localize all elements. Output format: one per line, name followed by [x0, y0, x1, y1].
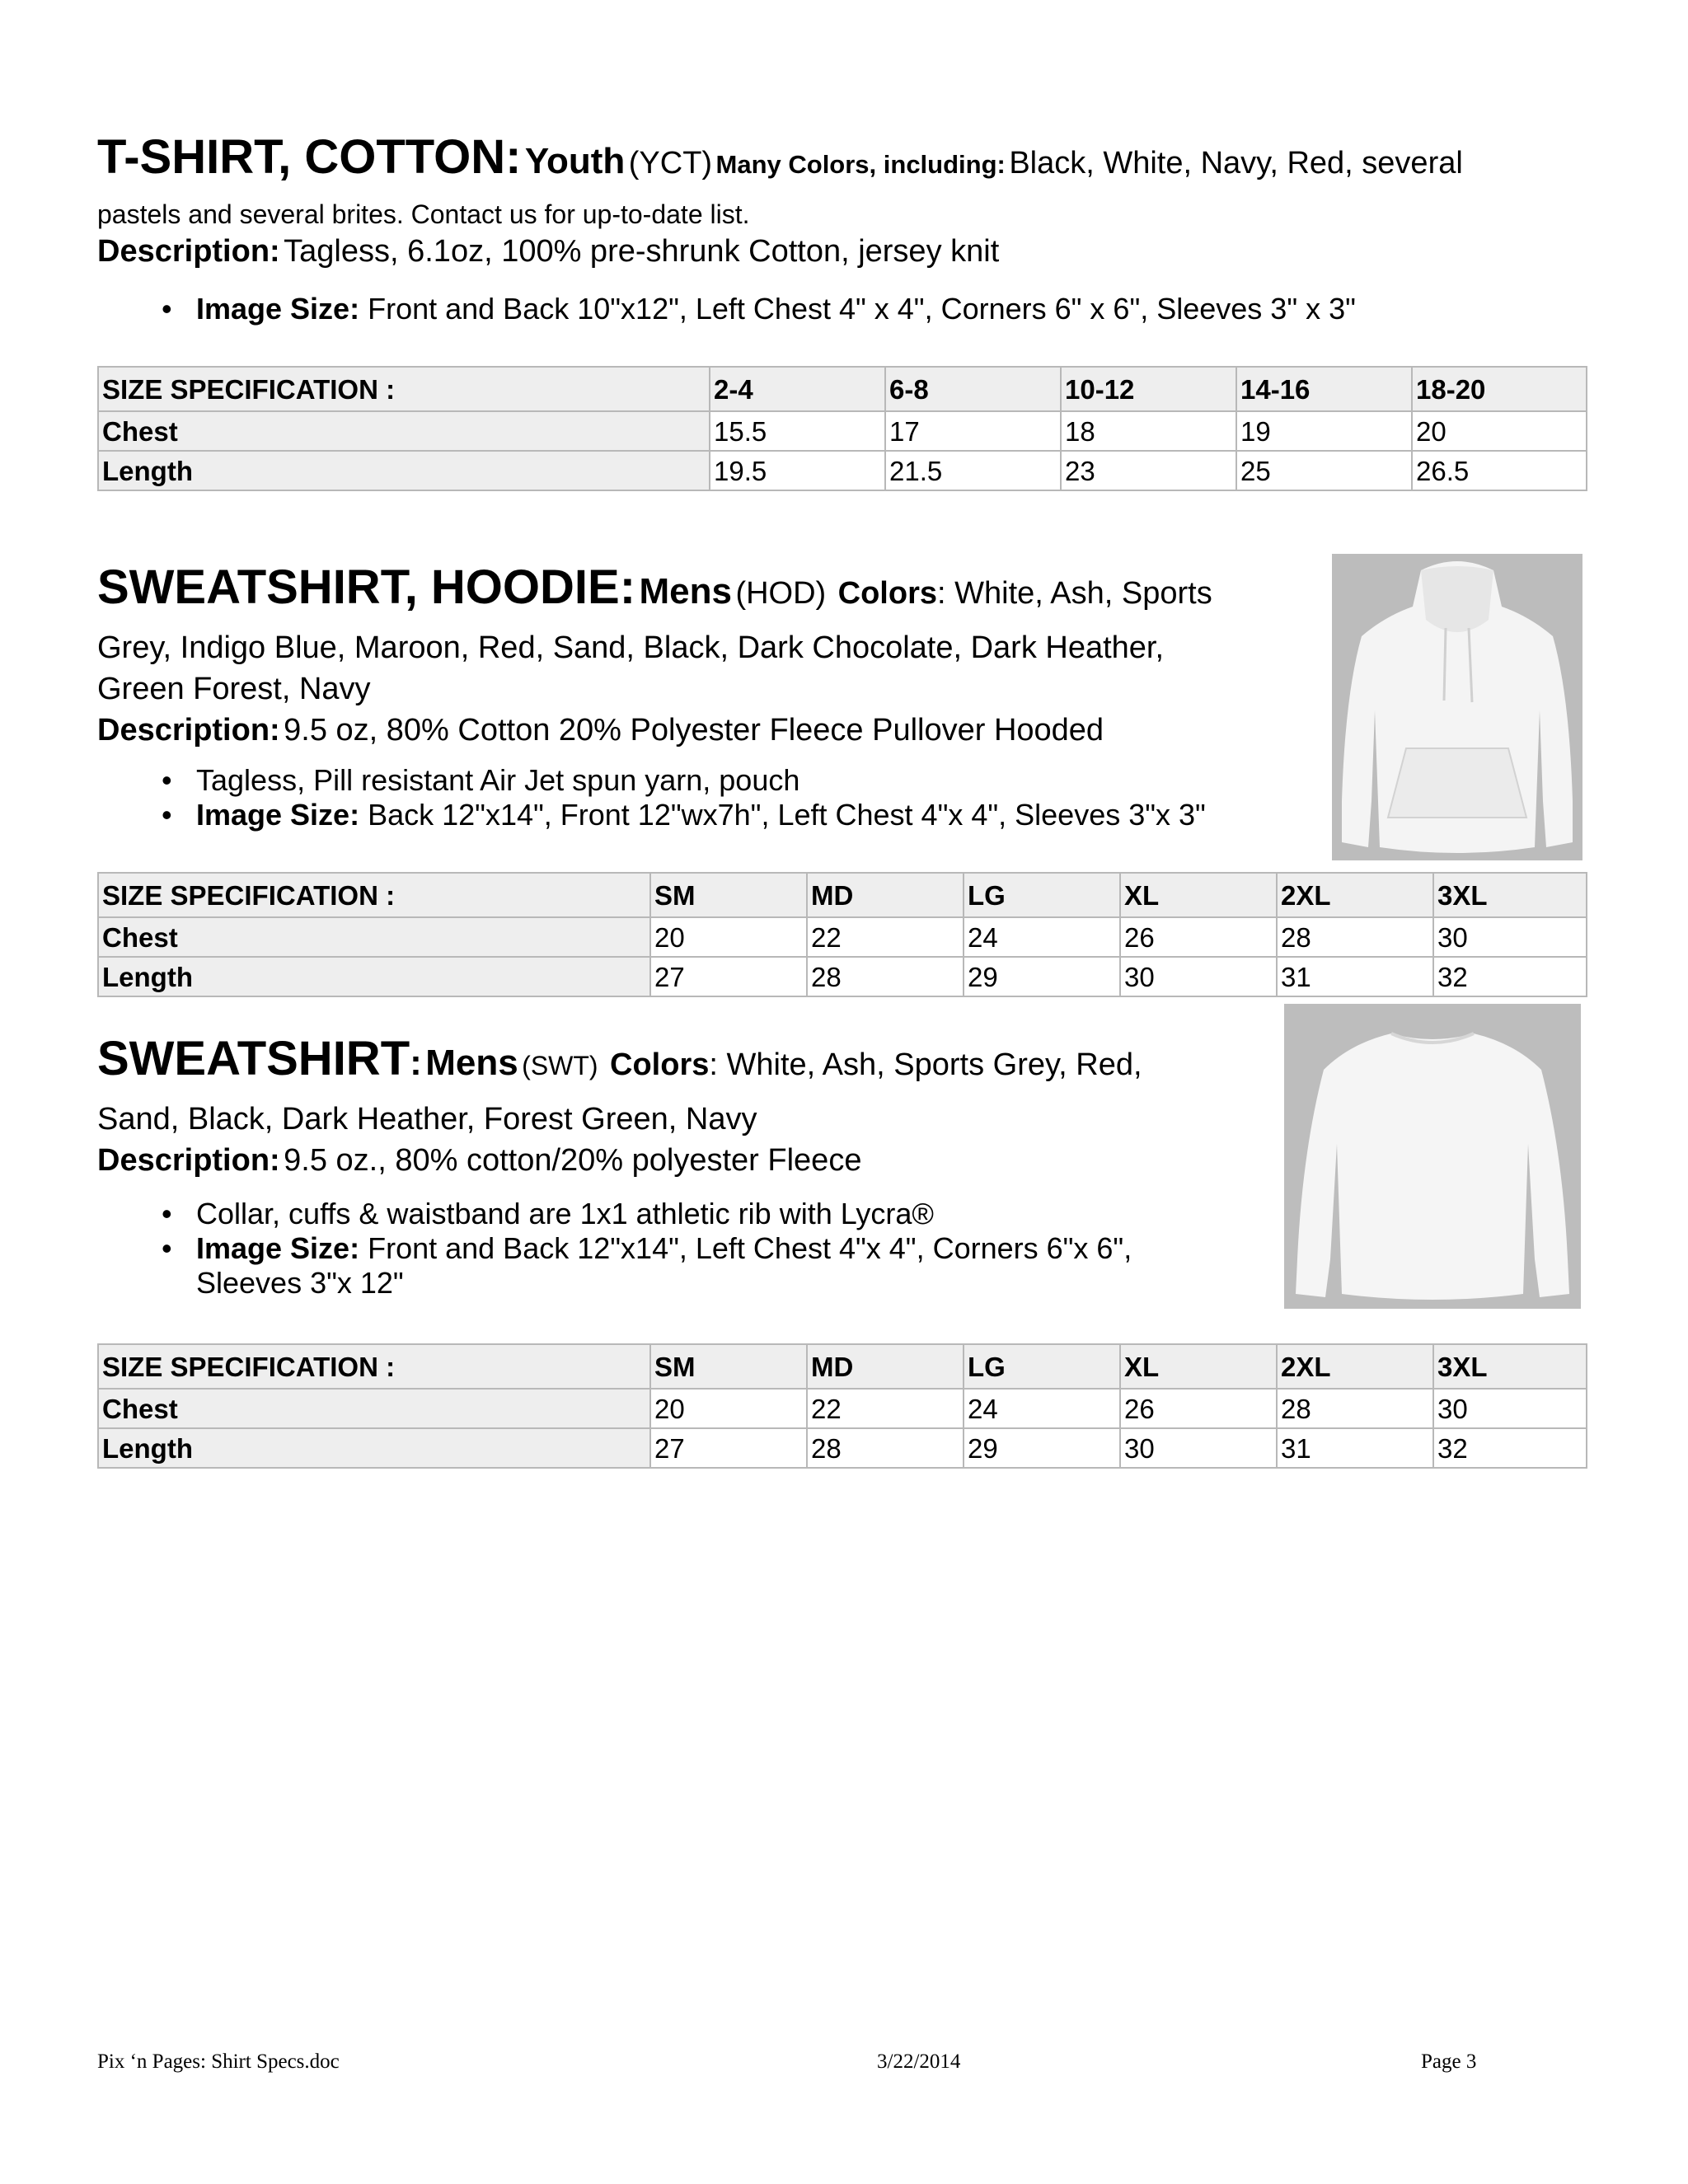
size-header: 18-20 — [1412, 367, 1587, 411]
bullet-item-continued: Sleeves 3"x 12" — [196, 1266, 404, 1300]
table-header-row — [98, 367, 1587, 411]
table-cell: 23 — [1061, 451, 1236, 490]
table-cell: 22 — [807, 1389, 964, 1428]
sweatshirt-colors-2: Sand, Black, Dark Heather, Forest Green, Navy — [97, 1102, 757, 1137]
bullet-item: • Tagless, Pill resistant Air Jet spun yarn, pouch — [162, 763, 800, 797]
size-header: 2-4 — [710, 367, 885, 411]
size-header: SM — [650, 873, 807, 917]
table-cell: 27 — [650, 957, 807, 996]
table-cell: 30 — [1120, 1428, 1277, 1468]
hoodie-photo — [1332, 554, 1582, 860]
tshirt-title: T-SHIRT, COTTON: — [97, 130, 522, 184]
table-cell: 30 — [1433, 917, 1587, 957]
sweatshirt-colors-label: Colors — [610, 1047, 710, 1082]
table-cell: 24 — [964, 1389, 1120, 1428]
table-cell: 28 — [1277, 1389, 1433, 1428]
table-cell: 32 — [1433, 957, 1587, 996]
tshirt-colors-text-2: pastels and several brites. Contact us for up-to-date list. — [97, 199, 750, 229]
table-cell: 29 — [964, 1428, 1120, 1468]
table-cell: 29 — [964, 957, 1120, 996]
tshirt-colors-text: Black, White, Navy, Red, several — [1009, 146, 1463, 180]
sweatshirt-size-table — [97, 1343, 1587, 1469]
hoodie-colors-1: : White, Ash, Sports — [937, 576, 1212, 611]
sweatshirt-gender: Mens — [425, 1043, 518, 1083]
row-label: Chest — [98, 411, 710, 451]
size-header: 3XL — [1433, 1344, 1587, 1389]
size-header: 6-8 — [885, 367, 1061, 411]
size-header: MD — [807, 1344, 964, 1389]
bullet-item: • Image Size: Back 12"x14", Front 12"wx7h", Left Chest 4"x 4", Sleeves 3"x 3" — [162, 798, 1206, 832]
hoodie-gender: Mens — [639, 571, 732, 612]
size-header: 2XL — [1277, 1344, 1433, 1389]
sweatshirt-title-colon: : — [410, 1043, 422, 1083]
sweatshirt-description-label: Description: — [97, 1143, 280, 1178]
table-cell: 30 — [1433, 1389, 1587, 1428]
table-cell: 20 — [1412, 411, 1587, 451]
table-cell: 26 — [1120, 1389, 1277, 1428]
table-row — [98, 411, 1587, 451]
table-cell: 27 — [650, 1428, 807, 1468]
hoodie-size-table — [97, 872, 1587, 997]
table-cell: 31 — [1277, 1428, 1433, 1468]
row-label: Length — [98, 1428, 650, 1468]
tshirt-title-line — [97, 130, 1573, 197]
table-cell: 28 — [807, 957, 964, 996]
size-header: SM — [650, 1344, 807, 1389]
bullet-item: • Collar, cuffs & waistband are 1x1 athletic rib with Lycra® — [162, 1197, 934, 1230]
table-cell: 20 — [650, 917, 807, 957]
hoodie-title: SWEATSHIRT, HOODIE: — [97, 560, 636, 614]
table-cell: 22 — [807, 917, 964, 957]
size-spec-label: SIZE SPECIFICATION : — [98, 873, 650, 917]
size-header: MD — [807, 873, 964, 917]
tshirt-colors-label: Many Colors, including: — [715, 150, 1006, 179]
table-cell: 32 — [1433, 1428, 1587, 1468]
footer-date: 3/22/2014 — [877, 2050, 961, 2073]
table-row — [98, 957, 1587, 996]
row-label: Length — [98, 451, 710, 490]
sweatshirt-title: SWEATSHIRT — [97, 1032, 410, 1085]
sweatshirt-photo — [1284, 1004, 1581, 1309]
table-cell: 31 — [1277, 957, 1433, 996]
table-cell: 28 — [807, 1428, 964, 1468]
table-cell: 28 — [1277, 917, 1433, 957]
table-row — [98, 1389, 1587, 1428]
sweatshirt-colors-1: : White, Ash, Sports Grey, Red, — [709, 1047, 1142, 1082]
table-header-row — [98, 1344, 1587, 1389]
hoodie-colors-label: Colors — [837, 576, 938, 611]
size-header: 10-12 — [1061, 367, 1236, 411]
size-header: LG — [964, 1344, 1120, 1389]
tshirt-code: (YCT) — [628, 146, 713, 180]
tshirt-gender: Youth — [524, 141, 626, 181]
footer-document-name: Pix ‘n Pages: Shirt Specs.doc — [97, 2050, 340, 2073]
hoodie-bullets — [97, 763, 1206, 832]
hoodie-colors-2: Grey, Indigo Blue, Maroon, Red, Sand, Black, Dark Chocolate, Dark Heather, — [97, 630, 1165, 665]
table-cell: 20 — [650, 1389, 807, 1428]
hoodie-description: 9.5 oz, 80% Cotton 20% Polyester Fleece Pullover Hooded — [284, 713, 1104, 748]
table-row — [98, 917, 1587, 957]
tshirt-description: Tagless, 6.1oz, 100% pre-shrunk Cotton, jersey knit — [284, 234, 1000, 269]
tshirt-bullets — [97, 292, 1356, 326]
tshirt-size-table — [97, 366, 1587, 491]
table-cell: 26.5 — [1412, 451, 1587, 490]
hoodie-colors-3: Green Forest, Navy — [97, 672, 371, 706]
tshirt-description-label: Description: — [97, 234, 280, 269]
table-cell: 15.5 — [710, 411, 885, 451]
size-header: XL — [1120, 873, 1277, 917]
table-cell: 19.5 — [710, 451, 885, 490]
table-cell: 21.5 — [885, 451, 1061, 490]
bullet-item: • Image Size: Front and Back 10"x12", Left Chest 4" x 4", Corners 6" x 6", Sleeves 3" x 3" — [162, 292, 1356, 326]
row-label: Chest — [98, 917, 650, 957]
table-cell: 19 — [1236, 411, 1412, 451]
size-header: LG — [964, 873, 1120, 917]
table-cell: 24 — [964, 917, 1120, 957]
bullet-item: • Image Size: Front and Back 12"x14", Left Chest 4"x 4", Corners 6"x 6", — [162, 1231, 1132, 1265]
sweatshirt-code: (SWT) — [522, 1051, 598, 1080]
sweatshirt-description: 9.5 oz., 80% cotton/20% polyester Fleece — [284, 1143, 862, 1178]
size-header: 3XL — [1433, 873, 1587, 917]
table-cell: 17 — [885, 411, 1061, 451]
footer-page-number: Page 3 — [1421, 2050, 1477, 2073]
table-cell: 18 — [1061, 411, 1236, 451]
table-row — [98, 451, 1587, 490]
table-header-row — [98, 873, 1587, 917]
hoodie-code: (HOD) — [735, 576, 827, 611]
size-header: 14-16 — [1236, 367, 1412, 411]
table-cell: 25 — [1236, 451, 1412, 490]
size-spec-label: SIZE SPECIFICATION : — [98, 1344, 650, 1389]
tshirt-heading-block — [97, 130, 1573, 278]
table-cell: 30 — [1120, 957, 1277, 996]
row-label: Chest — [98, 1389, 650, 1428]
table-cell: 26 — [1120, 917, 1277, 957]
size-spec-label: SIZE SPECIFICATION : — [98, 367, 710, 411]
sweatshirt-bullets — [97, 1197, 1132, 1301]
size-header: 2XL — [1277, 873, 1433, 917]
size-header: XL — [1120, 1344, 1277, 1389]
hoodie-description-label: Description: — [97, 713, 280, 748]
table-row — [98, 1428, 1587, 1468]
tshirt-description-line — [97, 232, 1573, 278]
row-label: Length — [98, 957, 650, 996]
